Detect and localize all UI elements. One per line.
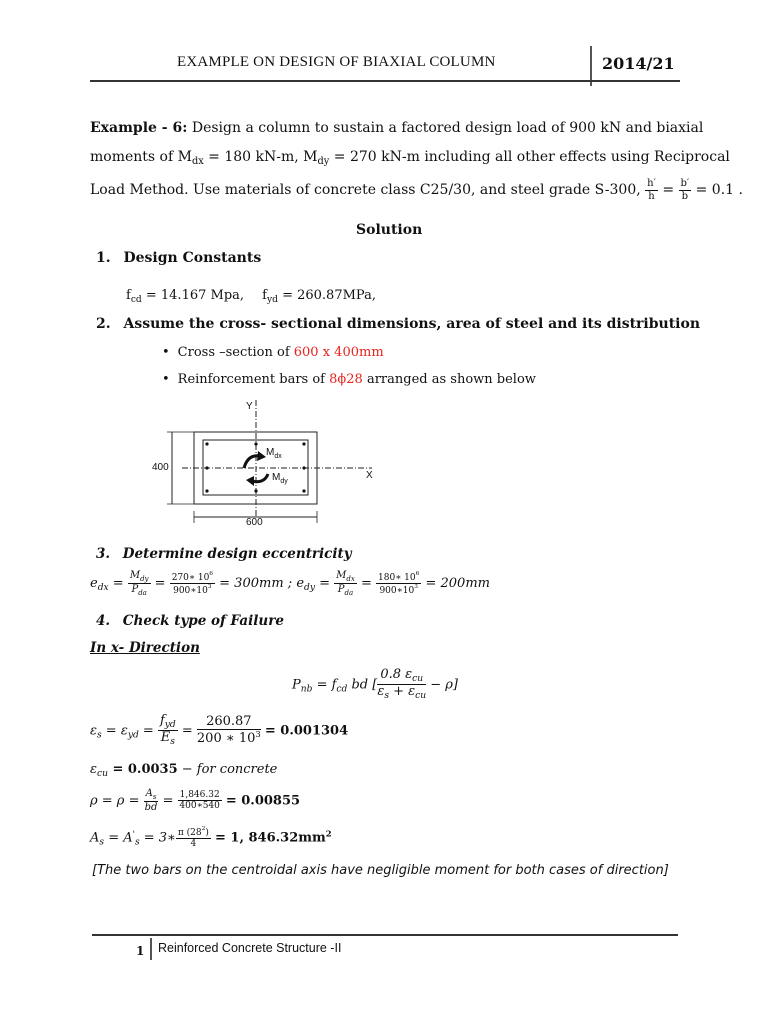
problem-line-2c: = 270 kN-m including all other effects using Reciprocal [329, 149, 730, 165]
footer-divider [150, 938, 152, 960]
moment-mdy-label: $M_{dy}$ [272, 472, 288, 485]
rebar [254, 489, 257, 492]
problem-line-2a: moments of M [90, 149, 192, 165]
mdy-subscript: dy [317, 156, 330, 167]
page-header-title: EXAMPLE ON DESIGN OF BIAXIAL COLUMN [177, 54, 496, 70]
rho-equation: ρ = ρ = $\frac{A_s}{bd}$ = $\frac{1,846.32}{400∗540}$ = 0.00855 [90, 788, 301, 814]
strain-concrete-equation: $\varepsilon_{cu} = 0.0035$ − for concrete [90, 762, 278, 779]
centroidal-bars-note: [The two bars on the centroidal axis have negligible moment for both cases of direction] [92, 863, 669, 878]
rebar [205, 489, 208, 492]
dim-width-label: 600 [246, 517, 263, 528]
ratio-value: = 0.1 . [695, 182, 743, 198]
rebar [205, 466, 208, 469]
problem-statement: Example - 6: Design a column to sustain a factored design load of 900 kN and biaxial moments of $M_{dx} = 180$ kN-m, $M_{dy} = 270$ kN-m including all other effects using Reciprocal Load Method. Use materials of concrete class C25/30, and steel grade S-300, $\frac{h'}{h}$ = $\frac{b'}{b}$ = 0.1 . [90, 120, 743, 202]
moment-mdx-label: $M_{dx}$ [266, 447, 282, 460]
step-2-heading: 2. Assume the cross- sectional dimensions, area of steel and its distribution [96, 316, 701, 332]
step-1-heading: 1. Design Constants [96, 250, 262, 266]
eccentricity-equations: $e_{dx}$ = $\frac{M_{dy}}{P_{da}}$ = $\frac{270∗ 10^6}{900∗10^3}$ = 300mm ; $e_{dy}$ = $\frac{M_{dx}}{P_{da}}$ = $\frac{180∗ 10^6}{900∗10^3}$ = 200mm [90, 570, 490, 598]
ratio-h: $\frac{h'}{h}$ [647, 178, 656, 202]
footer-course: Reinforced Concrete Structure -II [158, 941, 342, 955]
x-axis-label: X [366, 470, 373, 481]
design-constants: $f_{cd} = 14.167$ Mpa, $f_{yd} = 260.87MPa$, [126, 288, 376, 305]
y-axis-label: Y [246, 401, 253, 412]
moment-arrow-dy [252, 474, 268, 482]
page-number: 1 [136, 944, 145, 958]
mdx-subscript: dx [191, 156, 204, 167]
header-rule [90, 80, 680, 82]
reinforcement-value: 8ϕ28 [329, 372, 363, 387]
step-4-heading: 4. Check type of Failure [96, 613, 284, 629]
column-section-figure [140, 398, 400, 536]
strain-steel-equation: $\varepsilon_s = \varepsilon_{yd}$ = $\frac{f_{yd}}{E_s}$ = $\frac{260.87}{200 ∗ 10^3}$ = 0.001304 [90, 713, 349, 748]
step-3-heading: 3. Determine design eccentricity [96, 546, 352, 562]
footer-rule [92, 934, 678, 936]
rebar [302, 466, 305, 469]
pnb-equation: $P_{nb} = f_{cd}$ bd [ $\frac{0.8 \varepsilon_{cu}}{\varepsilon_s + \varepsilon_{cu}}$ − ρ] [292, 667, 458, 702]
rebar [254, 442, 257, 445]
example-label: Example - 6: [90, 120, 188, 136]
header-year: 2014/21 [602, 54, 675, 73]
problem-line-3: Load Method. Use materials of concrete class C25/30, and steel grade S-300, [90, 182, 641, 198]
bullet-reinforcement: • Reinforcement bars of 8ϕ28 arranged as shown below [162, 372, 536, 387]
steel-area-equation: $A_s = A'_s$ = 3∗ $\frac{\pi (28^2)}{4}$ = 1, $846.32mm^2$ [90, 826, 332, 850]
ratio-b: $\frac{b'}{b}$ [680, 178, 690, 202]
dim-height-label: 400 [152, 462, 169, 473]
bullet-cross-section: • Cross –section of 600 x 400mm [162, 345, 384, 360]
direction-heading: In x- Direction [90, 640, 200, 656]
solution-heading: Solution [356, 222, 423, 238]
cross-section-value: 600 x 400mm [293, 345, 384, 360]
rebar [205, 442, 208, 445]
rebar [302, 442, 305, 445]
rebar [302, 489, 305, 492]
problem-line-1: Design a column to sustain a factored design load of 900 kN and biaxial [191, 120, 704, 136]
problem-line-2b: = 180 kN-m, M [203, 149, 318, 165]
